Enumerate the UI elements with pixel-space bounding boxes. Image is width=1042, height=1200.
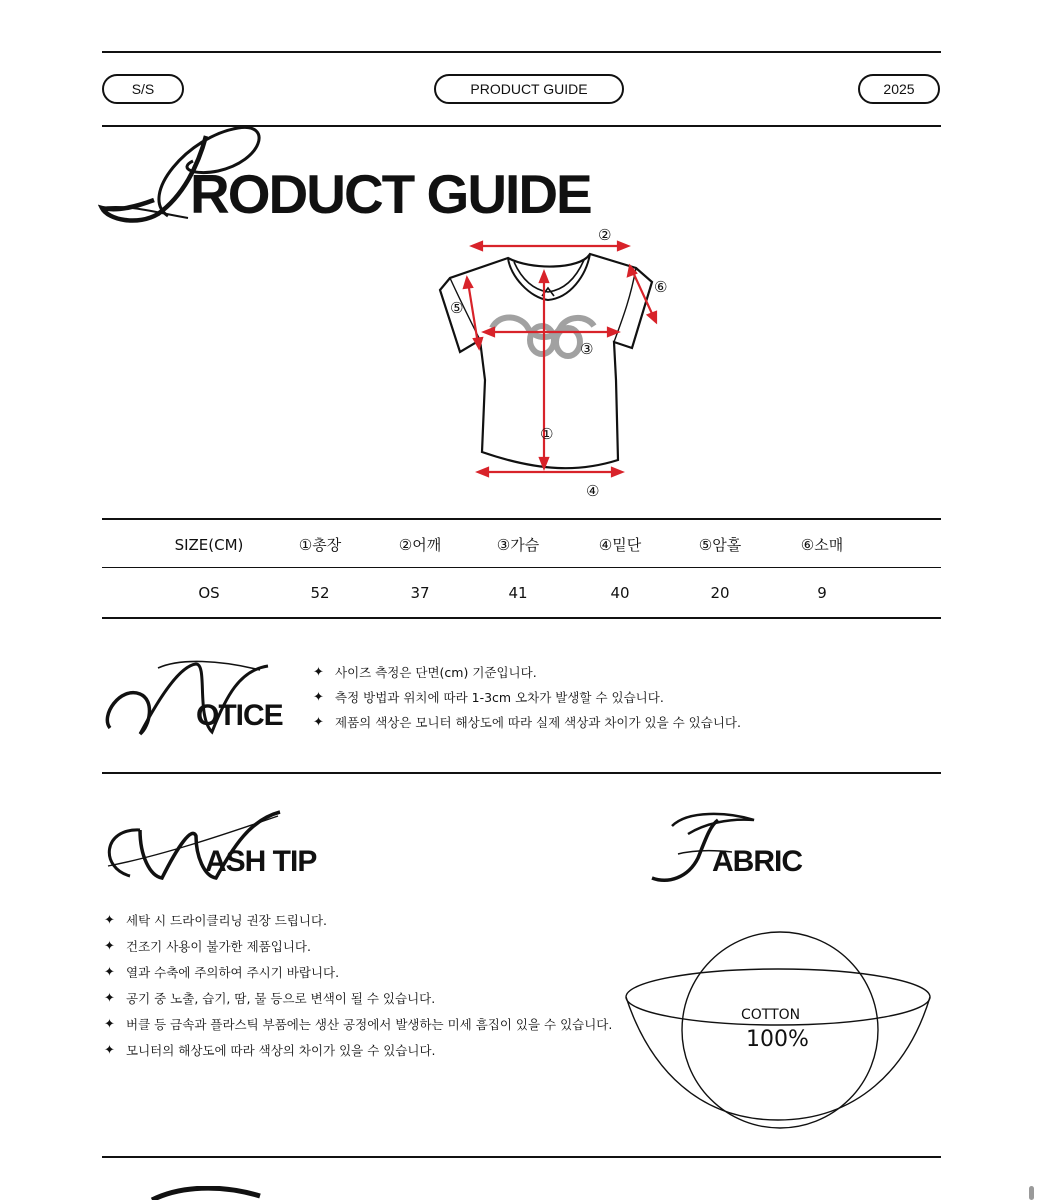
script-next-flourish (150, 1186, 270, 1200)
marker-1: ① (540, 425, 554, 443)
size-cell: OS (198, 584, 220, 602)
list-item: ✦ 제품의 색상은 모니터 해상도에 따라 실제 색상과 차이가 있을 수 있습니다. (313, 710, 741, 735)
star4-icon: ✦ (313, 665, 324, 680)
fabric-title: ABRIC (712, 845, 802, 878)
table-bottom-rule (102, 617, 941, 619)
notice-title: OTICE (196, 699, 283, 732)
marker-6: ⑥ (654, 278, 668, 296)
list-item: ✦ 열과 수축에 주의하여 주시기 바랍니다. (104, 960, 612, 986)
star4-icon: ✦ (104, 991, 115, 1006)
table-row (102, 569, 941, 617)
shoulder-cell: 37 (410, 584, 430, 602)
star4-icon: ✦ (313, 690, 324, 705)
marker-2: ② (598, 226, 612, 244)
armhole-cell: 20 (710, 584, 730, 602)
list-item: ✦ 세탁 시 드라이클리닝 권장 드립니다. (104, 908, 612, 934)
star4-icon: ✦ (104, 939, 115, 954)
tshirt-measurement-diagram (430, 220, 680, 505)
product-guide-title: RODUCT GUIDE (190, 163, 591, 225)
list-item: ✦ 공기 중 노출, 습기, 땀, 물 등으로 변색이 될 수 있습니다. (104, 986, 612, 1012)
header-cell: ①총장 (298, 536, 342, 554)
center-label: PRODUCT GUIDE (470, 81, 588, 97)
marker-4: ④ (586, 482, 600, 500)
marker-5: ⑤ (450, 299, 464, 317)
center-badge (434, 74, 624, 104)
notice-bottom-rule (102, 772, 941, 774)
header-cell: ②어깨 (398, 536, 442, 554)
table-top-rule (102, 518, 941, 520)
header-cell: ③가슴 (496, 536, 540, 554)
star4-icon: ✦ (104, 965, 115, 980)
sleeve-cell: 9 (817, 584, 827, 602)
top-rule (102, 51, 941, 53)
star4-icon: ✦ (104, 913, 115, 928)
star4-icon: ✦ (313, 715, 324, 730)
chest-cell: 41 (508, 584, 528, 602)
list-item: ✦ 측정 방법과 위치에 따라 1-3cm 오차가 발생할 수 있습니다. (313, 685, 741, 710)
wash-tip-title: ASH TIP (205, 845, 317, 878)
notice-list (313, 660, 741, 735)
size-table-header-row (102, 521, 941, 569)
wash-bottom-rule (102, 1156, 941, 1158)
fabric-globe-icon (620, 920, 950, 1130)
table-mid-rule (102, 567, 941, 568)
season-label: S/S (131, 81, 155, 97)
header-cell: ⑥소매 (800, 536, 844, 554)
star4-icon: ✦ (104, 1043, 115, 1058)
fabric-percent: 100% (746, 1027, 809, 1052)
wash-tip-list (104, 908, 612, 1064)
list-item: ✦ 사이즈 측정은 단면(cm) 기준입니다. (313, 660, 741, 685)
year-badge (858, 74, 940, 104)
header-cell: ④밑단 (598, 536, 642, 554)
list-item: ✦ 건조기 사용이 불가한 제품입니다. (104, 934, 612, 960)
list-item: ✦ 버클 등 금속과 플라스틱 부품에는 생산 공정에서 발생하는 미세 흠집이 있을 수 있습니다. (104, 1012, 612, 1038)
header-cell: ⑤암홀 (698, 536, 742, 554)
header-cell: SIZE(CM) (174, 536, 244, 554)
season-badge (102, 74, 184, 104)
star4-icon: ✦ (104, 1017, 115, 1032)
hem-cell: 40 (610, 584, 630, 602)
list-item: ✦ 모니터의 해상도에 따라 색상의 차이가 있을 수 있습니다. (104, 1038, 612, 1064)
length-cell: 52 (310, 584, 330, 602)
fabric-material: COTTON (741, 1007, 801, 1023)
marker-3: ③ (580, 340, 594, 358)
year-label: 2025 (883, 81, 915, 97)
scrollbar-thumb[interactable] (1029, 1186, 1034, 1200)
